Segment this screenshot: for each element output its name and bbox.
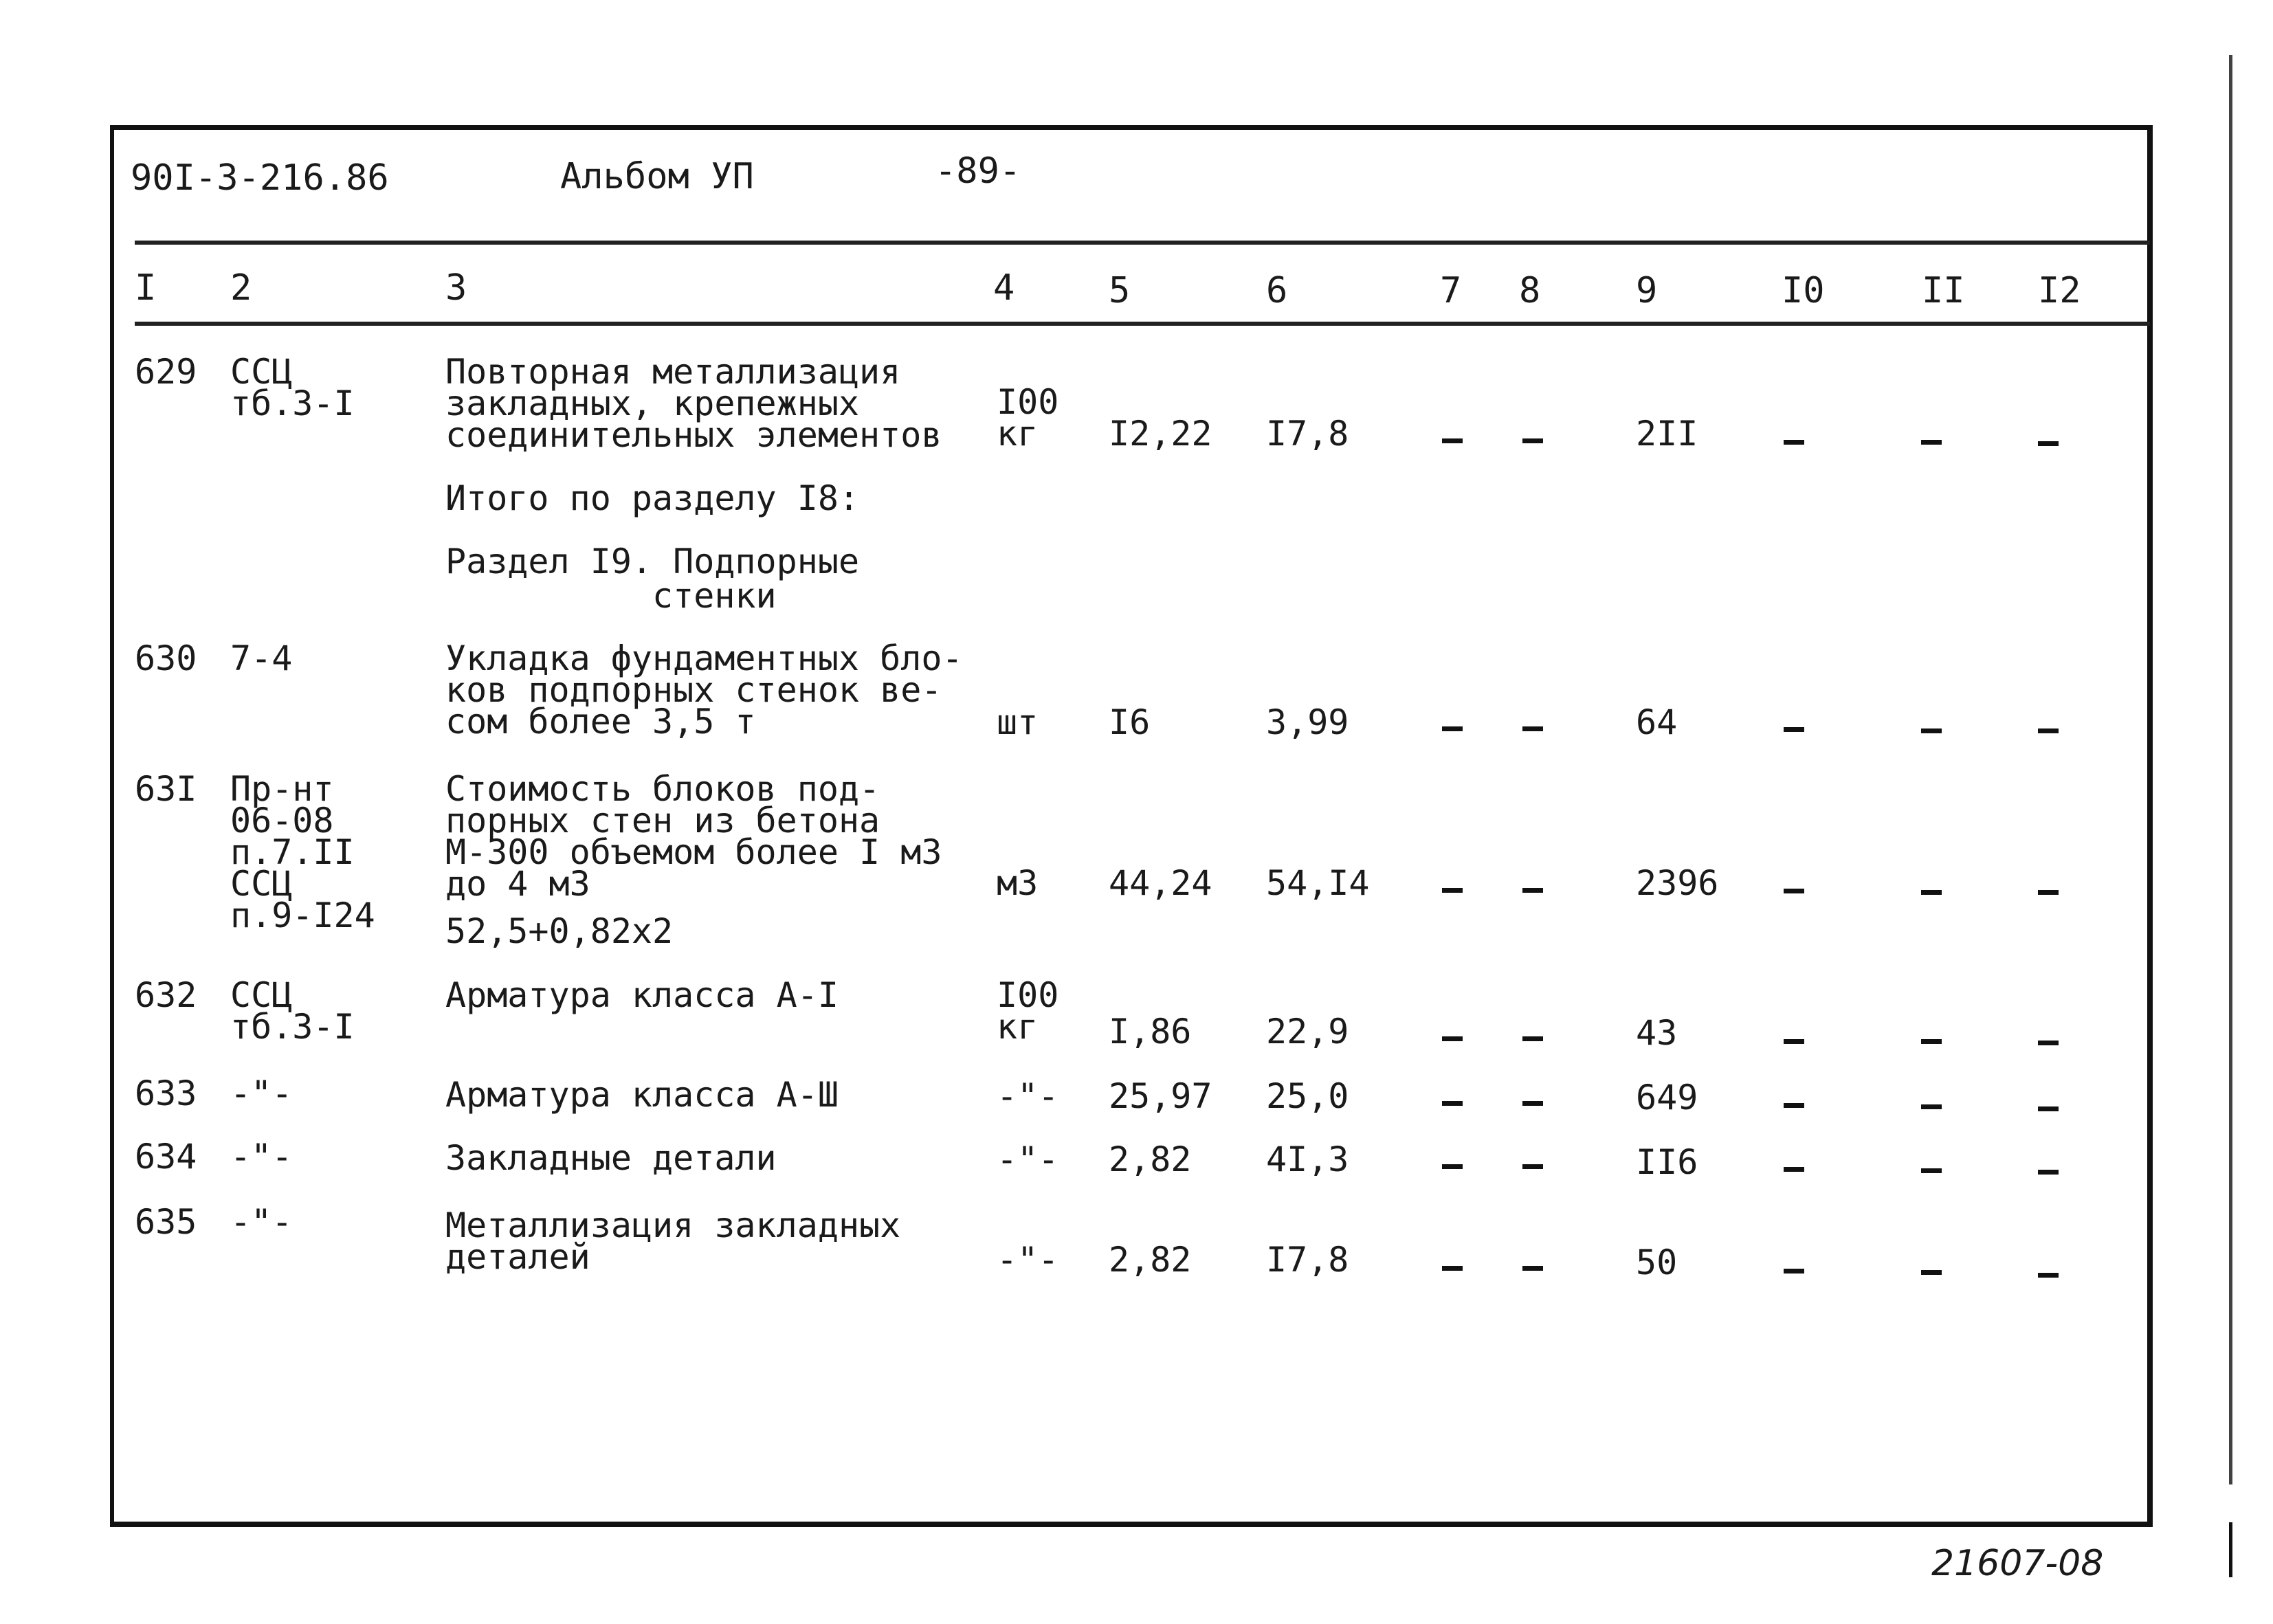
row-633-col6: 25,0: [1266, 1076, 1349, 1116]
section-19-title: Раздел I9. Подпорные стенки: [445, 542, 860, 616]
row-635-col10-dash: [1784, 1269, 1804, 1273]
row-635-reference: -"-: [230, 1202, 293, 1242]
column-header-divider: [135, 322, 2150, 326]
row-635-col7-dash: [1442, 1266, 1463, 1271]
row-631-description: Стоимость блоков под- порных стен из бетона М-300 объемом более I м3 до 4 м3: [445, 769, 942, 904]
row-632-reference: ССЦ тб.3-I: [230, 975, 355, 1047]
row-635-col12-dash: [2038, 1273, 2059, 1278]
row-631-col6: 54,I4: [1266, 863, 1370, 903]
row-634-reference: -"-: [230, 1137, 293, 1177]
document-frame: [110, 125, 2153, 1527]
row-633-number: 633: [135, 1074, 197, 1113]
row-634-description: Закладные детали: [445, 1138, 777, 1178]
row-635-col8-dash: [1522, 1266, 1543, 1271]
column-number-4: 4: [993, 267, 1015, 309]
row-633-col12-dash: [2038, 1106, 2059, 1111]
row-632-description: Арматура класса А-I: [445, 975, 839, 1015]
page-number: -89-: [935, 151, 1021, 192]
row-632-col11-dash: [1921, 1039, 1942, 1044]
row-632-col5: I,86: [1109, 1012, 1192, 1052]
row-633-col10-dash: [1784, 1103, 1804, 1108]
row-631-col10-dash: [1784, 889, 1804, 893]
row-630-col9: 64: [1636, 702, 1678, 742]
row-630-unit: шт: [997, 702, 1039, 742]
row-633-reference: -"-: [230, 1074, 293, 1113]
row-634-col5: 2,82: [1109, 1139, 1192, 1179]
row-634-col8-dash: [1522, 1164, 1543, 1169]
row-630-reference: 7-4: [230, 638, 293, 678]
row-632-col8-dash: [1522, 1036, 1543, 1041]
row-629-number: 629: [135, 352, 197, 392]
archive-stamp: 21607-08: [1931, 1543, 2104, 1584]
column-number-9: 9: [1636, 270, 1658, 311]
row-634-number: 634: [135, 1137, 197, 1177]
column-number-7: 7: [1440, 270, 1462, 311]
row-635-unit: -"-: [997, 1240, 1059, 1280]
row-629-col8-dash: [1522, 438, 1543, 443]
row-634-col6: 4I,3: [1266, 1139, 1349, 1179]
row-633-col7-dash: [1442, 1101, 1463, 1106]
row-631-formula: 52,5+0,82х2: [445, 911, 674, 951]
right-margin-tick: [2229, 1522, 2232, 1577]
row-635-description: Металлизация закладных деталей: [445, 1205, 901, 1277]
row-635-col6: I7,8: [1266, 1240, 1349, 1280]
row-634-unit: -"-: [997, 1139, 1059, 1179]
row-629-col6: I7,8: [1266, 414, 1349, 454]
row-631-reference: Пр-нт 06-08 п.7.II ССЦ п.9-I24: [230, 769, 375, 935]
header-divider: [135, 241, 2150, 245]
row-629-unit: I00 кг: [997, 382, 1059, 454]
row-631-unit: м3: [997, 863, 1039, 903]
row-633-col5: 25,97: [1109, 1076, 1212, 1116]
row-629-col7-dash: [1442, 438, 1463, 443]
section-18-total: Итого по разделу I8:: [445, 478, 860, 518]
row-632-col6: 22,9: [1266, 1012, 1349, 1052]
row-635-number: 635: [135, 1202, 197, 1242]
row-631-number: 63I: [135, 769, 197, 809]
row-635-col9: 50: [1636, 1243, 1678, 1282]
column-number-2: 2: [230, 267, 252, 309]
row-629-description: Повторная металлизация закладных, крепежных соединительных элементов: [445, 352, 942, 455]
row-630-col8-dash: [1522, 726, 1543, 731]
row-634-col12-dash: [2038, 1170, 2059, 1175]
row-630-description: Укладка фундаментных бло- ков подпорных стенок ве- сом более 3,5 т: [445, 638, 963, 742]
row-631-col11-dash: [1921, 890, 1942, 895]
row-630-col6: 3,99: [1266, 702, 1349, 742]
row-634-col7-dash: [1442, 1164, 1463, 1169]
row-631-col12-dash: [2038, 890, 2059, 895]
row-631-col7-dash: [1442, 888, 1463, 893]
row-633-unit: -"-: [997, 1076, 1059, 1116]
row-631-col9: 2396: [1636, 863, 1719, 903]
document-code: 90I-3-216.86: [131, 157, 389, 199]
row-629-col12-dash: [2038, 441, 2059, 446]
right-margin-line: [2229, 55, 2232, 1484]
row-635-col5: 2,82: [1109, 1240, 1192, 1280]
column-number-5: 5: [1109, 270, 1131, 311]
row-630-col11-dash: [1921, 728, 1942, 733]
column-number-8: 8: [1519, 270, 1541, 311]
column-number-12: I2: [2038, 270, 2081, 311]
column-number-1: I: [135, 267, 157, 309]
row-632-col10-dash: [1784, 1039, 1804, 1044]
row-629-col11-dash: [1921, 440, 1942, 445]
row-635-col11-dash: [1921, 1270, 1942, 1275]
row-633-description: Арматура класса А-Ш: [445, 1075, 839, 1115]
row-630-col12-dash: [2038, 728, 2059, 733]
row-630-col5: I6: [1109, 702, 1151, 742]
row-633-col9: 649: [1636, 1078, 1698, 1117]
row-631-col8-dash: [1522, 888, 1543, 893]
column-number-11: II: [1922, 270, 1965, 311]
row-634-col10-dash: [1784, 1167, 1804, 1172]
row-632-number: 632: [135, 975, 197, 1015]
row-629-col10-dash: [1784, 440, 1804, 445]
row-633-col11-dash: [1921, 1104, 1942, 1109]
row-629-col5: I2,22: [1109, 414, 1212, 454]
row-632-col12-dash: [2038, 1041, 2059, 1045]
row-634-col11-dash: [1921, 1168, 1942, 1173]
row-633-col8-dash: [1522, 1101, 1543, 1106]
row-632-unit: I00 кг: [997, 975, 1059, 1047]
row-630-col7-dash: [1442, 726, 1463, 731]
row-631-col5: 44,24: [1109, 863, 1212, 903]
row-632-col9: 43: [1636, 1013, 1678, 1053]
column-number-3: 3: [445, 267, 467, 309]
column-number-6: 6: [1266, 270, 1288, 311]
album-label: Альбом УП: [560, 156, 754, 197]
row-634-col9: II6: [1636, 1142, 1698, 1182]
row-630-number: 630: [135, 638, 197, 678]
column-number-10: I0: [1782, 270, 1825, 311]
row-632-col7-dash: [1442, 1036, 1463, 1041]
row-629-col9: 2II: [1636, 414, 1698, 454]
row-629-reference: ССЦ тб.3-I: [230, 352, 355, 423]
row-630-col10-dash: [1784, 727, 1804, 732]
